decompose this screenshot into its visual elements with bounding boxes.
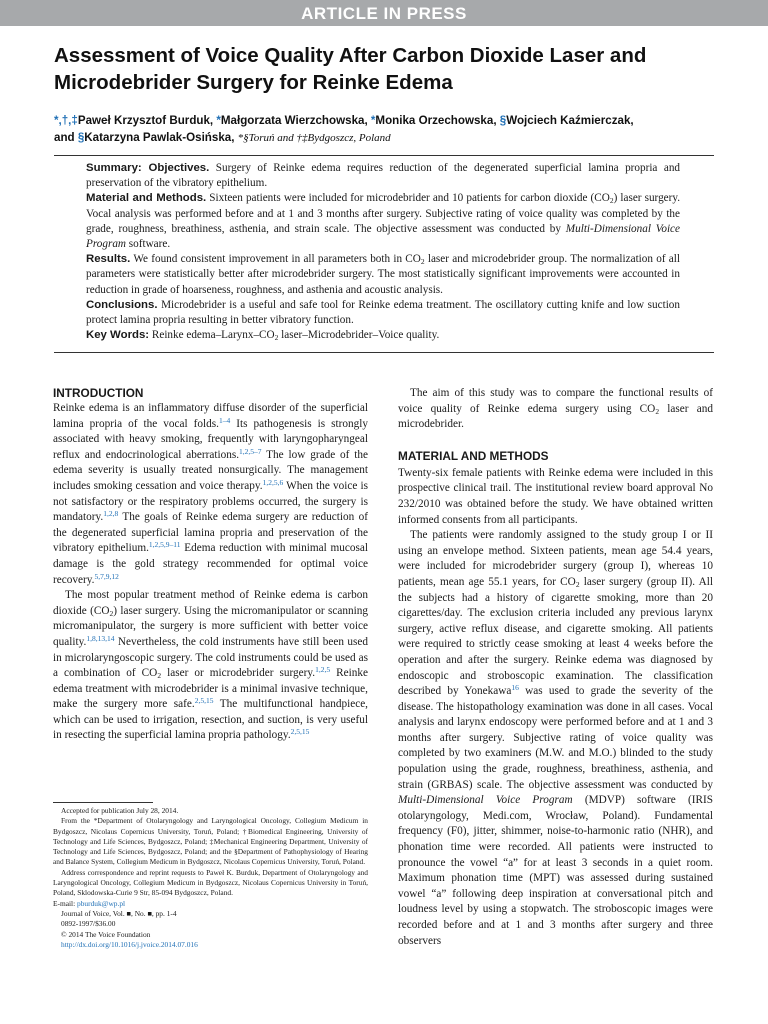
author-affiliation-marks[interactable]: *,†,‡ (54, 114, 78, 127)
subscript: 2 (655, 406, 660, 416)
methods-paragraph-1: Twenty-six female patients with Reinke edema were included in this prospective clinical trail. The institutional review board approval No 232/2010 was obtained before the study. We have obtained written informed consents from all participants. (398, 466, 713, 526)
abstract-text: Sixteen patients were included for microdebrider and 10 patients for carbon dioxide (CO (209, 192, 610, 205)
email-link[interactable]: pburduk@wp.pl (77, 898, 126, 908)
author-list (54, 112, 704, 147)
intro-paragraph-1 (53, 401, 368, 588)
body-text: Reinke edema treatment with microdebrider is a minimal invasive technique, make the surgery more safe. (53, 667, 368, 711)
citation-link[interactable]: 1,8,13,14 (86, 633, 115, 643)
copyright: © 2014 The Voice Foundation (61, 929, 151, 939)
citation-link[interactable]: 1–4 (218, 415, 231, 425)
body-text: Nevertheless, the cold instruments have still been used in microlaryngoscopic surgery. The cold instruments could be used as a combination of CO (53, 635, 368, 680)
abstract-label: Key Words: (86, 329, 150, 342)
citation-link[interactable]: 1,2,5 (315, 665, 331, 675)
citation-link[interactable]: 2,5,15 (290, 727, 310, 737)
doi-link[interactable]: http://dx.doi.org/10.1016/j.jvoice.2014.07.016 (61, 939, 198, 949)
body-text: ) laser surgery. Using the micromanipulator or scanning micromanipulator, the surgery is more sufficient with better voice quality. (53, 604, 369, 648)
abstract (86, 161, 680, 343)
accepted-date: Accepted for publication July 28, 2014. (61, 806, 179, 815)
abstract-methods (86, 191, 680, 252)
left-column (53, 386, 368, 744)
body-text: Reinke edema is an inflammatory diffuse disorder of the superficial lamina propria of the vocal folds. (53, 402, 368, 430)
aim-paragraph (398, 386, 713, 433)
subscript: 2 (609, 196, 614, 206)
abstract-label: Results. (86, 253, 131, 266)
author-name: Monika Orzechowska, (375, 114, 500, 127)
author-name: Wojciech Kaźmierczak, (506, 114, 634, 127)
citation-link[interactable]: 1,2,5,9–11 (148, 540, 181, 550)
body-text: The aim of this study was to compare the functional results of voice quality of Reinke edema surgery using CO (398, 387, 713, 415)
author-name: Katarzyna Pawlak-Osińska, (84, 131, 238, 144)
body-text: laser and microdebrider. (398, 402, 713, 431)
citation-link[interactable]: 16 (511, 683, 519, 693)
author-affiliation-marks[interactable]: * (216, 114, 221, 127)
citation-link[interactable]: 1,2,5,6 (262, 477, 284, 487)
issn: 0892-1997/$36.00 (61, 919, 116, 929)
citation-link[interactable]: 1,2,8 (103, 509, 119, 519)
abstract-top-rule (54, 155, 714, 156)
footnote-rule (53, 802, 153, 803)
body-text: was used to grade the severity of the disease. The histopathology examination was done in all cases. Vocal analysis and larynx endoscopy were performed before and at 1 and 3 months after surgery. Subjective rating of voice quality was completed by two examiners (M.W. and M.O.) blinded to the study population using the grade, roughness, breathiness, asthenia, and strain (GRBAS) scale. The objective assessment was conducted by (398, 685, 713, 791)
body-text: The patients were randomly assigned to the study group I or II using an envelope method. Sixteen patients, mean age 54.4 years, were included for microdebrider surgery (group I), whereas 10 patients, mean age 55.1 years, for CO (398, 529, 713, 588)
abstract-objectives (86, 161, 680, 191)
body-text: laser surgery (group II). All the subjects had a history of cigarette smoking, more than 20 cigarettes/day. The exclusion criteria included any previous larynx surgery, active reflux disease, and cigarette smoking. All patients were required to strictly cease smoking at least 4 weeks before the operation and after the surgery. Reinke edema was diagnosed by endoscopic and stroboscopic examination. The classification described by Yonekawa (398, 575, 714, 698)
abstract-label: Summary: Objectives. (86, 162, 210, 174)
abstract-text: Reinke edema–Larynx–CO (151, 329, 275, 342)
abstract-text: Microdebrider is a useful and safe tool for Reinke edema treatment. The oscillatory cutting knife and low suction protect lamina propria resulting in better vibratory function. (86, 298, 680, 327)
abstract-label: Material and Methods. (86, 192, 207, 205)
author-affiliation-marks[interactable]: § (77, 131, 85, 144)
software-name: Multi-Dimensional Voice Program (398, 794, 573, 807)
email-line (53, 899, 368, 909)
author-conjunction: and (54, 131, 78, 144)
citation-link[interactable]: 2,5,15 (194, 696, 214, 706)
abstract-results (86, 252, 680, 298)
affiliations-note: From the *Department of Otolaryngology and Laryngological Oncology, Collegium Medicum in Bydgoszcz, Nicolaus Copernicus University, Toruń, Poland; †Biomedical Engineering, University of Technology and Life Sciences, Bydgoszcz, Poland; ‡Mechanical Engineering Department, University of Technology and Life Sciences, Bydgoszcz, Poland; and the §Department of Pathophysiology of Hearing and Balance System, Collegium Medicum in Bydgoszcz, Nicolaus Copernicus University, Toruń, Poland. (53, 816, 368, 867)
abstract-text: laser and microdebrider group. The normalization of all parameters were statistically better after microdebrider surgery. The most statistically significant improvements were accounted in reduction in grade of hoarseness, roughness, and asthenia and acoustic analysis. (86, 253, 680, 296)
subscript: 2 (420, 257, 425, 267)
right-column (398, 386, 713, 949)
abstract-bottom-rule (54, 352, 714, 353)
abstract-keywords (86, 328, 680, 343)
author-affiliation-marks[interactable]: * (370, 114, 376, 127)
body-text: Its pathogenesis is strongly associated with heavy smoking, frequently with laryngopharyngeal reflux and endocrinological aberrations. (53, 417, 368, 461)
introduction-heading: INTRODUCTION (53, 386, 144, 400)
software-name: Multi-Dimensional Voice Program (86, 222, 680, 251)
citation-link[interactable]: 1,2,5–7 (239, 446, 262, 456)
body-text: The low grade of the edema severity is usually treated nonsurgically. The management includes smoking cessation and voice therapy. (53, 448, 369, 492)
subscript: 2 (109, 608, 114, 618)
subscript: 2 (575, 579, 580, 589)
subscript: 2 (157, 671, 162, 681)
methods-heading: MATERIAL AND METHODS (398, 448, 549, 463)
body-text: laser or microdebrider surgery. (161, 667, 316, 680)
body-text: The multifunctional handpiece, which can be used to irrigation, resection, and suction, is very useful in resecting the superficial lamina propria pathology. (53, 698, 368, 742)
abstract-text: Surgery of Reinke edema requires reduction of the degenerated superficial lamina propria and preservation of the vibratory epithelium. (86, 162, 681, 190)
abstract-text: laser–Microdebrider–Voice quality. (278, 329, 440, 342)
journal-citation: Journal of Voice, Vol. ■, No. ■, pp. 1-4 (61, 908, 177, 918)
correspondence-note: Address correspondence and reprint requests to Paweł K. Burduk, Department of Otolaryngology and Laryngological Oncology, Collegium Medicum in Bydgoszcz, Nicolaus Copernicus University in Toruń, Poland, Sklodowska-Curie 9 Str, 85-094 Bydgoszcz, Poland. (53, 867, 368, 898)
abstract-conclusions (86, 298, 680, 328)
email-label: E-mail: (53, 898, 78, 908)
author-locations: *§Toruń and †‡Bydgoszcz, Poland (237, 132, 391, 144)
abstract-label: Conclusions. (86, 298, 158, 311)
author-affiliation-marks[interactable]: § (499, 114, 507, 127)
abstract-text: software. (126, 238, 171, 251)
citation-link[interactable]: 5,7,9,12 (94, 571, 119, 581)
author-name: Paweł Krzysztof Burduk, (77, 114, 217, 127)
body-text: The most popular treatment method of Reinke edema is carbon dioxide (CO (53, 589, 368, 617)
intro-paragraph-2 (53, 588, 368, 744)
footnotes (53, 806, 368, 950)
subscript: 2 (274, 333, 279, 343)
methods-paragraph-2 (398, 528, 713, 949)
body-text: When the voice is not satisfactory or the respiratory problems occurred, the surgery is mandatory. (53, 479, 368, 524)
body-text: (MDVP) software (IRIS otolaryngology, Medi.com, Wrocław, Poland). Fundamental frequency (F0), jitter, shimmer, noise-to-harmonic ratio (NHR), and phonation time were recorded. All patients were instructed to pronounce the vowel “a” for at least 3 seconds in a quiet room. Maximum phonation time (MPT) was assessed during sustained vowel “a” following deep inspiration at conversational pitch and loudness level by using a stopwatch. The stroboscopic images were recorded before and at 1 and 3 months after surgery and three observers (398, 794, 713, 947)
article-title: Assessment of Voice Quality After Carbon Dioxide Laser and Microdebrider Surgery for Reinke Edema (54, 44, 647, 94)
body-text: Edema reduction with minimal mucosal damage is the gold strategy recommended for optimal voice recovery. (53, 542, 368, 586)
body-text: The goals of Reinke edema surgery are reduction of the degenerated superficial lamina propria and preservation of the vibratory epithelium. (53, 511, 368, 555)
author-name: Małgorzata Wierzchowska, (220, 114, 371, 127)
abstract-text: We found consistent improvement in all parameters both in CO (133, 253, 421, 266)
article-in-press-banner: ARTICLE IN PRESS (0, 0, 768, 26)
abstract-text: ) laser surgery. Vocal analysis was performed before and at 1 and 3 months after surgery. Subjective rating of voice quality was completed by the grade, roughness, breathiness, asthenia, and strain scale. The objective assessment was conducted by (86, 192, 681, 235)
